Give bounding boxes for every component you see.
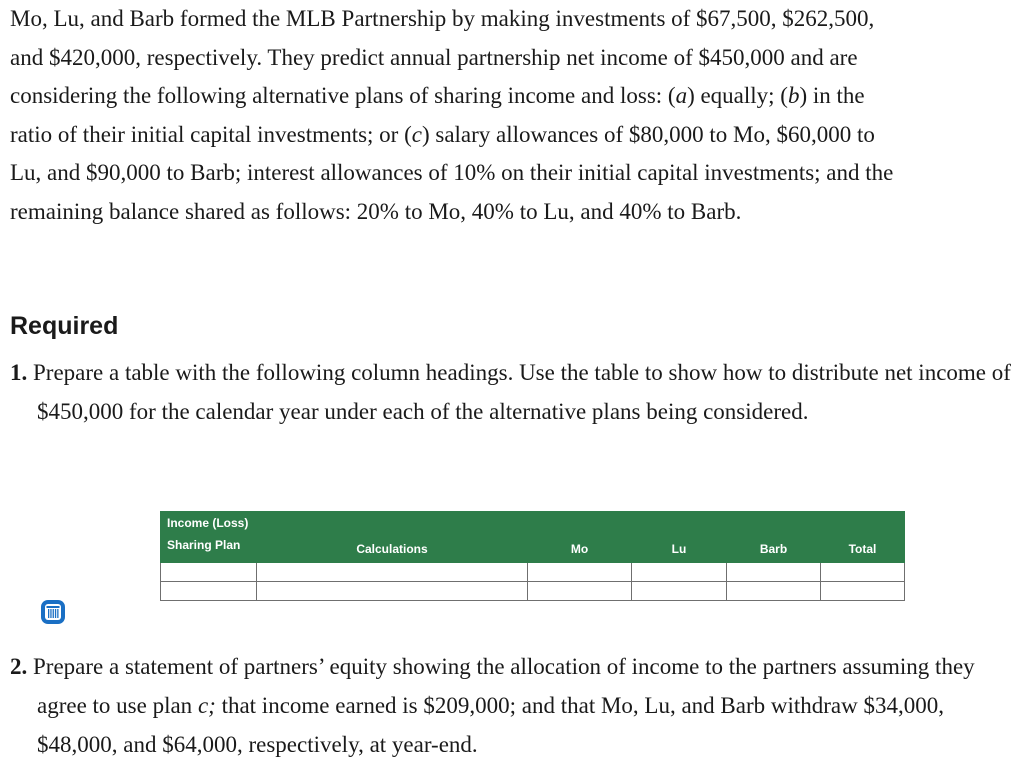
requirement-2-plan: c; xyxy=(197,693,216,718)
requirement-2 xyxy=(10,647,1024,764)
intro-line-6: remaining balance shared as follows: 20% to Mo, 40% to Lu, and 40% to Barb. xyxy=(10,198,742,224)
required-heading: Required xyxy=(10,312,119,340)
intro-line-2: and $420,000, respectively. They predict annual partnership net income of $450,000 and are xyxy=(10,44,858,70)
intro-line-3: considering the following alternative plans of sharing income and loss: (a) equally; (b) in the xyxy=(10,83,865,109)
header-mo: Mo xyxy=(528,512,632,563)
table-header-row xyxy=(161,512,905,563)
header-barb: Barb xyxy=(727,512,821,563)
header-income-sharing-plan xyxy=(161,512,257,563)
requirement-2-number: 2. xyxy=(10,654,28,679)
header-total: Total xyxy=(821,512,905,563)
problem-description xyxy=(10,0,1018,232)
header-calculations: Calculations xyxy=(257,512,528,563)
table-cell[interactable] xyxy=(257,582,528,601)
requirement-1-text: Prepare a table with the following column headings. Use the table to show how to distribute net income of $450,000 for the calendar year under each of the alternative plans being considered. xyxy=(33,360,1011,424)
header-lu: Lu xyxy=(632,512,727,563)
table-cell[interactable] xyxy=(257,563,528,582)
table-cell[interactable] xyxy=(528,563,632,582)
table-cell[interactable] xyxy=(632,582,727,601)
table-cell[interactable] xyxy=(528,582,632,601)
sharing-plan-table xyxy=(160,511,905,601)
table-cell[interactable] xyxy=(161,563,257,582)
table-cell[interactable] xyxy=(727,563,821,582)
requirement-1-number: 1. xyxy=(10,360,28,385)
table-cell[interactable] xyxy=(632,563,727,582)
intro-line-1: Mo, Lu, and Barb formed the MLB Partnership by making investments of $67,500, $262,500, xyxy=(10,6,875,31)
requirement-1 xyxy=(10,353,1012,431)
requirement-2-text-before: Prepare a statement of partners’ equity showing the allocation of income to the partners assuming they agree to use plan xyxy=(33,654,975,718)
notes-icon[interactable] xyxy=(39,598,67,626)
table-cell[interactable] xyxy=(727,582,821,601)
sharing-plan-table-container xyxy=(160,511,904,601)
intro-line-5: Lu, and $90,000 to Barb; interest allowances of 10% on their initial capital investments; and the xyxy=(10,160,894,186)
table-row xyxy=(161,582,905,601)
requirement-2-text-after: that income earned is $209,000; and that Mo, Lu, and Barb withdraw $34,000, $48,000, and $64,000, respectively, at year-end. xyxy=(37,693,944,757)
header-line-2: Sharing Plan xyxy=(167,538,241,552)
table-cell[interactable] xyxy=(161,582,257,601)
table-cell[interactable] xyxy=(821,582,905,601)
table-row xyxy=(161,563,905,582)
header-line-1: Income (Loss) xyxy=(167,516,249,530)
table-cell[interactable] xyxy=(821,563,905,582)
intro-line-4: ratio of their initial capital investments; or (c) salary allowances of $80,000 to Mo, $60,000 to xyxy=(10,121,875,147)
